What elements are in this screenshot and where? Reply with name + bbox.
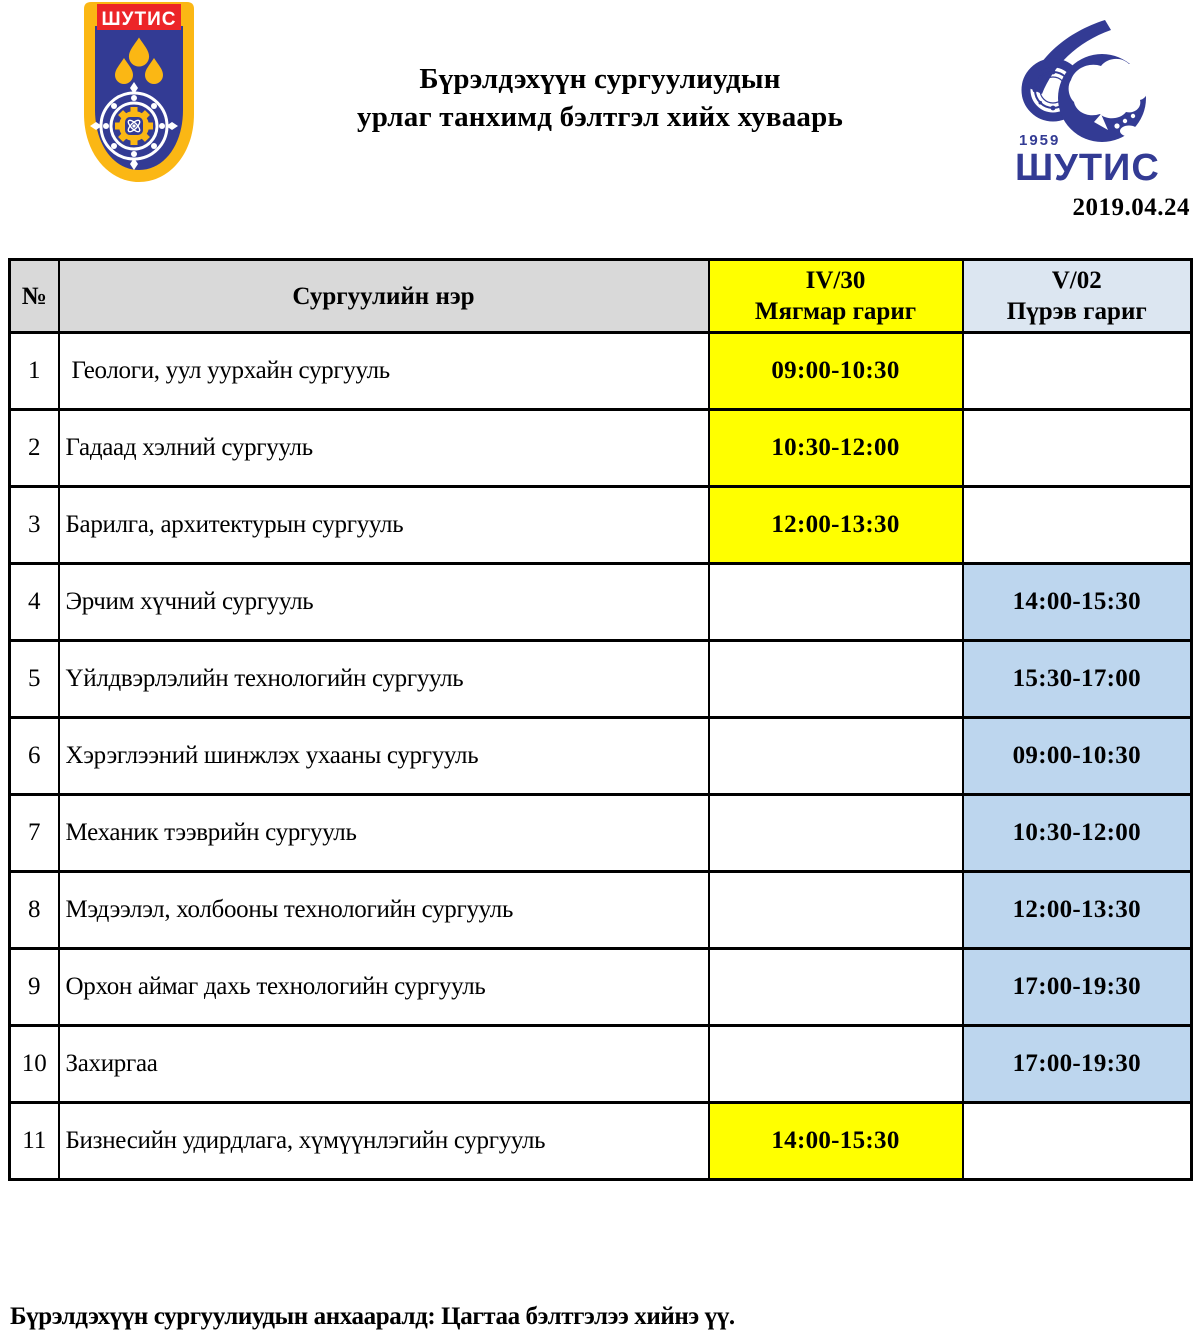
tuesday-time: 09:00-10:30	[709, 333, 963, 410]
table-row	[10, 1103, 1192, 1180]
row-number: 2	[10, 410, 59, 487]
table-row	[10, 795, 1192, 872]
tuesday-time	[709, 641, 963, 718]
thursday-day: Пүрэв гариг	[1006, 298, 1147, 325]
row-number: 5	[10, 641, 59, 718]
table-row	[10, 410, 1192, 487]
row-number: 10	[10, 1026, 59, 1103]
col-header-number: №	[10, 260, 59, 333]
col-header-school-name: Сургуулийн нэр	[59, 260, 709, 333]
thursday-time	[963, 333, 1192, 410]
school-name: Бизнесийн удирдлага, хүмүүнлэгийн сургууль	[59, 1103, 709, 1180]
row-number: 11	[10, 1103, 59, 1180]
page-title-line2: урлаг танхимд бэлтгэл хийх хуваарь	[357, 101, 843, 133]
tuesday-time	[709, 872, 963, 949]
thursday-time	[963, 487, 1192, 564]
page-title-line1: Бүрэлдэхүүн сургуулиудын	[419, 63, 781, 95]
thursday-date: V/02	[1051, 267, 1102, 294]
school-name: Гадаад хэлний сургууль	[59, 410, 709, 487]
tuesday-time	[709, 718, 963, 795]
school-name: Эрчим хүчний сургууль	[59, 564, 709, 641]
school-name: Хэрэглээний шинжлэх ухааны сургууль	[59, 718, 709, 795]
thursday-time: 15:30-17:00	[963, 641, 1192, 718]
col-header-thursday	[963, 260, 1192, 333]
tuesday-date: IV/30	[805, 267, 866, 294]
tuesday-time: 14:00-15:30	[709, 1103, 963, 1180]
col-header-tuesday	[709, 260, 963, 333]
globe-icon	[1058, 54, 1147, 142]
tuesday-time	[709, 564, 963, 641]
anniversary-year: 1959	[1019, 132, 1061, 149]
tuesday-time	[709, 1026, 963, 1103]
tuesday-day: Мягмар гариг	[754, 298, 917, 325]
school-name: Мэдээлэл, холбооны технологийн сургууль	[59, 872, 709, 949]
school-name: Үйлдвэрлэлийн технологийн сургууль	[59, 641, 709, 718]
table-row	[10, 641, 1192, 718]
tuesday-time: 10:30-12:00	[709, 410, 963, 487]
table-row	[10, 333, 1192, 410]
row-number: 4	[10, 564, 59, 641]
tuesday-time	[709, 949, 963, 1026]
thursday-time: 17:00-19:30	[963, 1026, 1192, 1103]
table-row	[10, 718, 1192, 795]
row-number: 9	[10, 949, 59, 1026]
table-row	[10, 949, 1192, 1026]
schedule-table	[8, 258, 1193, 1181]
table-row	[10, 1026, 1192, 1103]
row-number: 7	[10, 795, 59, 872]
footer-note: Бүрэлдэхүүн сургуулиудын анхааралд: Цагтаа бэлтгэлээ хийнэ үү.	[10, 1303, 735, 1330]
school-name: Орхон аймаг дахь технологийн сургууль	[59, 949, 709, 1026]
row-number: 1	[10, 333, 59, 410]
document-date: 2019.04.24	[1072, 194, 1190, 221]
thursday-time: 17:00-19:30	[963, 949, 1192, 1026]
school-name: Захиргаа	[59, 1026, 709, 1103]
thursday-time: 10:30-12:00	[963, 795, 1192, 872]
table-header-row	[10, 260, 1192, 333]
thursday-time: 12:00-13:30	[963, 872, 1192, 949]
anniversary-name: ШУТИС	[1015, 147, 1160, 189]
table-row	[10, 487, 1192, 564]
thursday-time	[963, 1103, 1192, 1180]
row-number: 3	[10, 487, 59, 564]
tuesday-time: 12:00-13:30	[709, 487, 963, 564]
row-number: 8	[10, 872, 59, 949]
school-name: Геологи, уул уурхайн сургууль	[59, 333, 709, 410]
table-row	[10, 872, 1192, 949]
tuesday-time	[709, 795, 963, 872]
thursday-time: 14:00-15:30	[963, 564, 1192, 641]
table-row	[10, 564, 1192, 641]
school-name: Механик тээврийн сургууль	[59, 795, 709, 872]
crest-banner-text: ШУТИС	[101, 9, 177, 30]
anniversary-60-logo	[1005, 18, 1195, 193]
thursday-time: 09:00-10:30	[963, 718, 1192, 795]
row-number: 6	[10, 718, 59, 795]
school-name: Барилга, архитектурын сургууль	[59, 487, 709, 564]
thursday-time	[963, 410, 1192, 487]
